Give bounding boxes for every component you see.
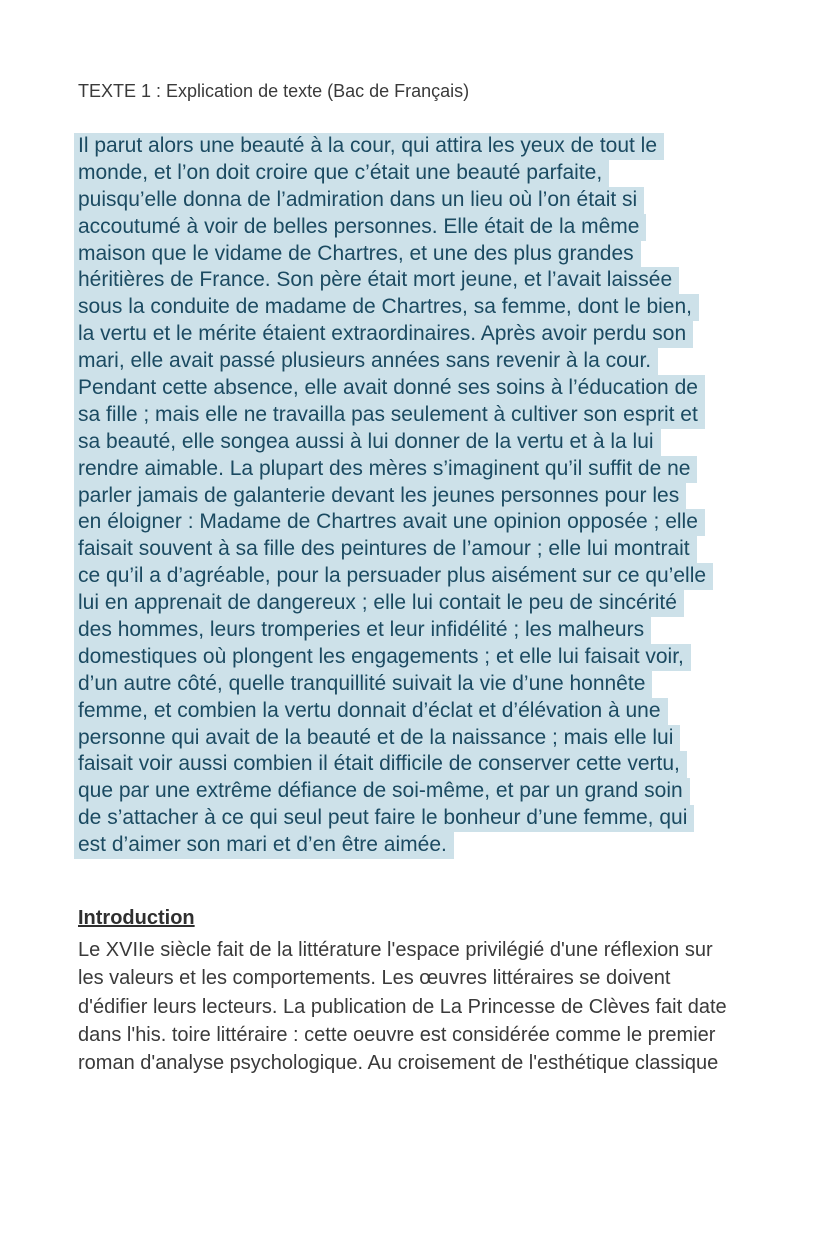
passage-line-text: des hommes, leurs tromperies et leur infidélité ; les malheurs	[74, 617, 651, 644]
passage-line-text: parler jamais de galanterie devant les jeunes personnes pour les	[74, 483, 686, 510]
passage-line-text: d’un autre côté, quelle tranquillité suivait la vie d’une honnête	[74, 671, 652, 698]
introduction-line	[78, 936, 828, 964]
passage-line-text: rendre aimable. La plupart des mères s’imaginent qu’il suffit de ne	[74, 456, 697, 483]
passage-line-text: héritières de France. Son père était mort jeune, et l’avait laissée	[74, 267, 679, 294]
passage-line	[78, 402, 828, 429]
passage-line-text: faisait voir aussi combien il était difficile de conserver cette vertu,	[74, 751, 687, 778]
passage-line-text: Il parut alors une beauté à la cour, qui attira les yeux de tout le	[74, 133, 664, 160]
introduction-line-text: d'édifier leurs lecteurs. La publication de La Princesse de Clèves fait date	[78, 995, 727, 1018]
introduction-line	[78, 964, 828, 992]
passage-line	[78, 348, 828, 375]
passage-line-text: accoutumé à voir de belles personnes. Elle était de la même	[74, 214, 646, 241]
passage-line-text: Pendant cette absence, elle avait donné ses soins à l’éducation de	[74, 375, 705, 402]
introduction-line-text: les valeurs et les comportements. Les œuvres littéraires se doivent	[78, 967, 671, 990]
passage-line	[78, 321, 828, 348]
passage-line	[78, 160, 828, 187]
document-page	[0, 80, 828, 1251]
passage-line	[78, 187, 828, 214]
passage-line	[78, 133, 828, 160]
introduction-line	[78, 1021, 828, 1049]
passage-line	[78, 644, 828, 671]
passage-line	[78, 429, 828, 456]
passage-line	[78, 456, 828, 483]
passage-line-text: mari, elle avait passé plusieurs années sans revenir à la cour.	[74, 348, 658, 375]
introduction-paragraph	[78, 936, 828, 1077]
passage-line-text: de s’attacher à ce qui seul peut faire le bonheur d’une femme, qui	[74, 805, 694, 832]
passage-line	[78, 617, 828, 644]
passage-line-text: sous la conduite de madame de Chartres, sa femme, dont le bien,	[74, 294, 699, 321]
passage-line	[78, 563, 828, 590]
passage-line-text: sa fille ; mais elle ne travailla pas seulement à cultiver son esprit et	[74, 402, 705, 429]
passage-line-text: puisqu’elle donna de l’admiration dans un lieu où l’on était si	[74, 187, 644, 214]
introduction-line	[78, 993, 828, 1021]
passage-line-text: lui en apprenait de dangereux ; elle lui contait le peu de sincérité	[74, 590, 684, 617]
passage-line	[78, 536, 828, 563]
passage-line	[78, 214, 828, 241]
passage-line	[78, 778, 828, 805]
passage-line-text: ce qu’il a d’agréable, pour la persuader plus aisément sur ce qu’elle	[74, 563, 713, 590]
passage-line-text: la vertu et le mérite étaient extraordinaires. Après avoir perdu son	[74, 321, 693, 348]
passage-line-text: est d’aimer son mari et d’en être aimée.	[74, 832, 454, 859]
highlighted-passage	[78, 133, 828, 859]
passage-line-text: faisait souvent à sa fille des peintures de l’amour ; elle lui montrait	[74, 536, 697, 563]
passage-line	[78, 671, 828, 698]
passage-line-text: que par une extrême défiance de soi-même, et par un grand soin	[74, 778, 690, 805]
passage-line-text: en éloigner : Madame de Chartres avait une opinion opposée ; elle	[74, 509, 705, 536]
passage-line	[78, 509, 828, 536]
introduction-line	[78, 1049, 828, 1077]
passage-line-text: sa beauté, elle songea aussi à lui donner de la vertu et à la lui	[74, 429, 661, 456]
passage-line	[78, 590, 828, 617]
passage-line	[78, 241, 828, 268]
passage-line-text: monde, et l’on doit croire que c’était une beauté parfaite,	[74, 160, 609, 187]
introduction-line-text: dans l'his. toire littéraire : cette oeuvre est considérée comme le premier	[78, 1023, 716, 1046]
passage-line-text: personne qui avait de la beauté et de la naissance ; mais elle lui	[74, 725, 680, 752]
passage-line	[78, 832, 828, 859]
document-title: TEXTE 1 : Explication de texte (Bac de Français)	[78, 81, 470, 101]
passage-line-text: maison que le vidame de Chartres, et une des plus grandes	[74, 241, 641, 268]
passage-line	[78, 725, 828, 752]
passage-line	[78, 751, 828, 778]
document-body	[0, 80, 828, 1251]
passage-line	[78, 698, 828, 725]
passage-line	[78, 267, 828, 294]
passage-line-text: femme, et combien la vertu donnait d’éclat et d’élévation à une	[74, 698, 668, 725]
passage-line	[78, 294, 828, 321]
passage-line	[78, 483, 828, 510]
introduction-line-text: roman d'analyse psychologique. Au croisement de l'esthétique classique	[78, 1052, 719, 1075]
passage-line	[78, 375, 828, 402]
passage-line	[78, 805, 828, 832]
introduction-line-text: Le XVIIe siècle fait de la littérature l'espace privilégié d'une réflexion sur	[78, 939, 713, 962]
passage-line-text: domestiques où plongent les engagements ; et elle lui faisait voir,	[74, 644, 691, 671]
introduction-heading: Introduction	[78, 907, 195, 930]
